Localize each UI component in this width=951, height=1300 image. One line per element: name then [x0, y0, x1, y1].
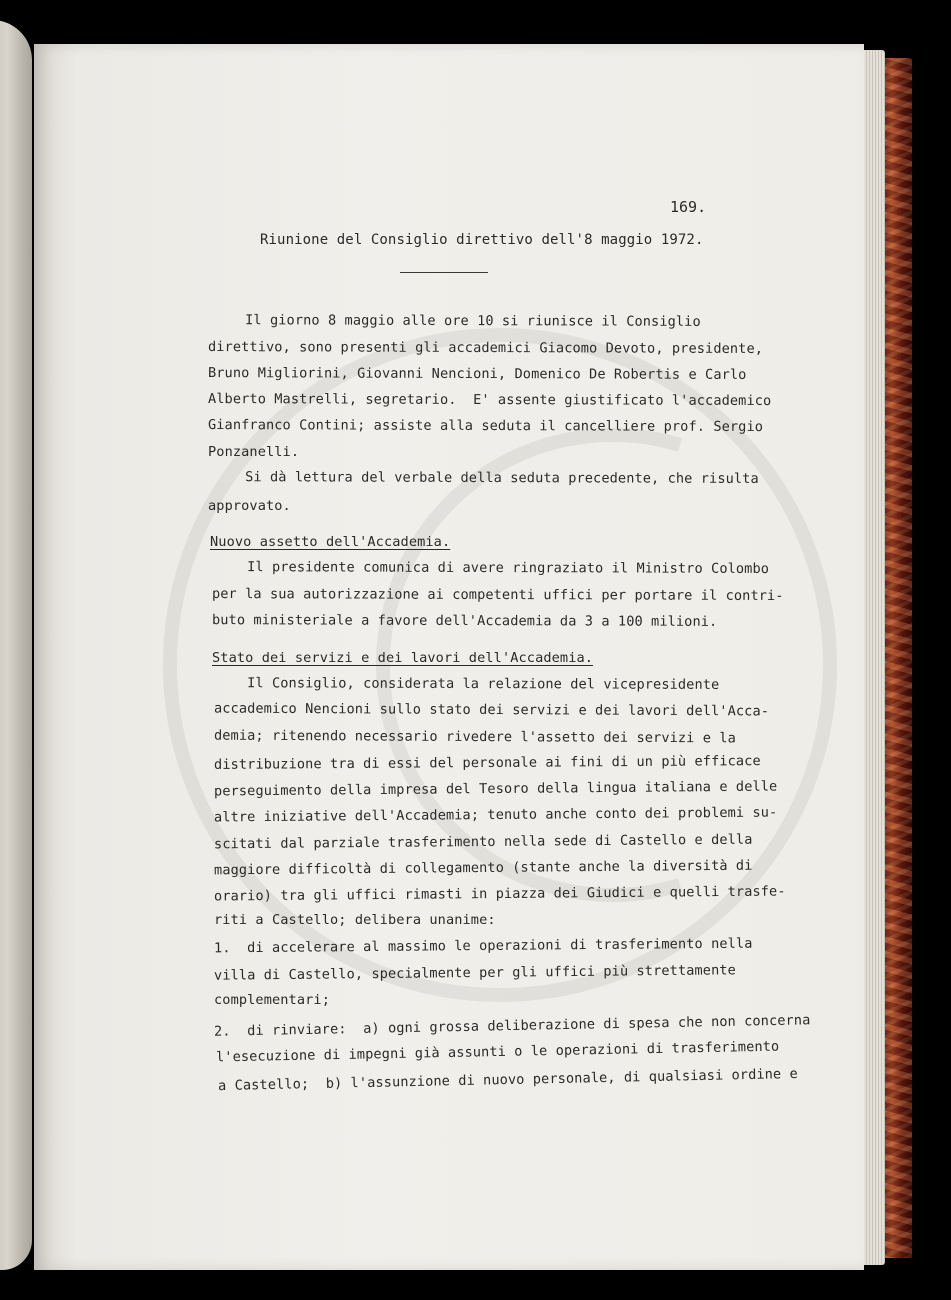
section-heading-stato-servizi: Stato dei servizi e dei lavori dell'Accademia. — [212, 650, 594, 666]
text-line: a Castello; b) l'assunzione di nuovo personale, di qualsiasi ordine e — [217, 1065, 798, 1095]
text-line: approvato. — [208, 498, 291, 514]
text-line: l'esecuzione di impegni già assunti o le operazioni di trasferimento — [215, 1038, 780, 1066]
text-line: villa di Castello, specialmente per gli uffici più strettamente — [213, 962, 736, 984]
text-line: Il Consiglio, considerata la relazione del vicepresidente — [213, 675, 720, 693]
text-line: direttivo, sono presenti gli accademici Giacomo Devoto, presidente, — [207, 339, 764, 357]
facing-page-edge — [0, 20, 32, 1270]
text-line: perseguimento della impresa del Tesoro della lingua italiana e delle — [213, 778, 778, 800]
text-line: 2. di rinviare: a) ogni grossa deliberazione di spesa che non concerna — [213, 1012, 811, 1040]
text-line: accademico Nencioni sullo stato dei servizi e dei lavori dell'Acca- — [213, 700, 770, 720]
page-title: Riunione del Consiglio direttivo dell'8 maggio 1972. — [260, 232, 704, 248]
text-line: maggiore difficoltà di collegamento (stante anche la diversità di — [213, 857, 753, 879]
page-number: 169. — [670, 198, 707, 216]
text-line: orario) tra gli uffici rimasti in piazza dei Giudici e quelli trasfe- — [213, 883, 786, 905]
title-divider — [400, 272, 488, 273]
text-line: 1. di accelerare al massimo le operazioni di trasferimento nella — [213, 935, 753, 957]
text-line: per la sua autorizzazione ai competenti uffici per portare il contri- — [211, 586, 784, 604]
text-line: riti a Castello; delibera unanime: — [214, 912, 496, 928]
text-line: Alberto Mastrelli, segretario. E' assente giustificato l'accademico — [207, 391, 772, 409]
section-heading-nuovo-assetto: Nuovo assetto dell'Accademia. — [210, 534, 451, 550]
text-line: altre iniziative dell'Accademia; tenuto anche conto dei problemi su- — [213, 804, 778, 826]
text-line: distribuzione tra di essi del personale ai fini di un più efficace — [213, 753, 761, 773]
text-line: buto ministeriale a favore dell'Accademia da 3 a 100 milioni. — [211, 612, 718, 630]
text-line: Gianfranco Contini; assiste alla seduta il cancelliere prof. Sergio — [207, 417, 764, 435]
text-line: demia; ritenendo necessario rivedere l'assetto dei servizi e la — [213, 727, 736, 747]
text-line: scitati dal parziale trasferimento nella sede di Castello e della — [213, 831, 753, 853]
text-line: Ponzanelli. — [208, 444, 300, 460]
text-line: Il presidente comunica di avere ringraziato il Ministro Colombo — [213, 559, 770, 577]
text-line: Bruno Migliorini, Giovanni Nencioni, Domenico De Robertis e Carlo — [207, 365, 747, 383]
text-line: complementari; — [214, 992, 330, 1008]
text-line: Il giorno 8 maggio alle ore 10 si riunisce il Consiglio — [211, 312, 701, 330]
text-line: Si dà lettura del verbale della seduta precedente, che risulta — [211, 469, 759, 487]
